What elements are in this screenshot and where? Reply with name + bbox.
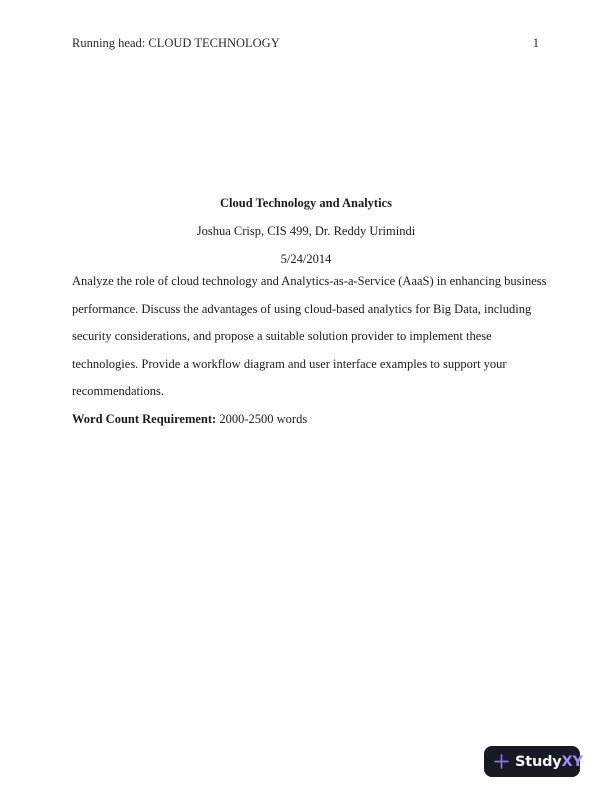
body-line: security considerations, and propose a suitable solution provider to implement these: [72, 329, 492, 343]
word-count-value: 2000-2500 words: [216, 411, 308, 426]
body-line: recommendations.: [72, 384, 164, 398]
plus-icon: [493, 753, 510, 770]
brand-wordmark: [515, 754, 583, 770]
body-line: Analyze the role of cloud technology and Analytics-as-a-Service (AaaS) in enhancing business: [72, 274, 547, 288]
page-header: [72, 36, 539, 51]
page-number: 1: [532, 36, 539, 50]
brand-primary-text: Study: [515, 753, 562, 770]
running-head: Running head: CLOUD TECHNOLOGY: [72, 36, 280, 50]
word-count-label: Word Count Requirement:: [72, 411, 217, 426]
title-block: [0, 189, 612, 273]
body-line: technologies. Provide a workflow diagram and user interface examples to support your: [72, 356, 507, 371]
studyxy-logo-badge[interactable]: [484, 746, 583, 777]
document-title: Cloud Technology and Analytics: [220, 196, 392, 210]
brand-accent-text: XY: [561, 753, 583, 770]
word-count-requirement: [72, 406, 552, 434]
body-line: performance. Discuss the advantages of using cloud-based analytics for Big Data, including: [72, 301, 532, 316]
document-byline: Joshua Crisp, CIS 499, Dr. Reddy Urimindi: [196, 224, 416, 238]
body-paragraph: [72, 268, 552, 433]
document-date: 5/24/2014: [280, 252, 332, 266]
